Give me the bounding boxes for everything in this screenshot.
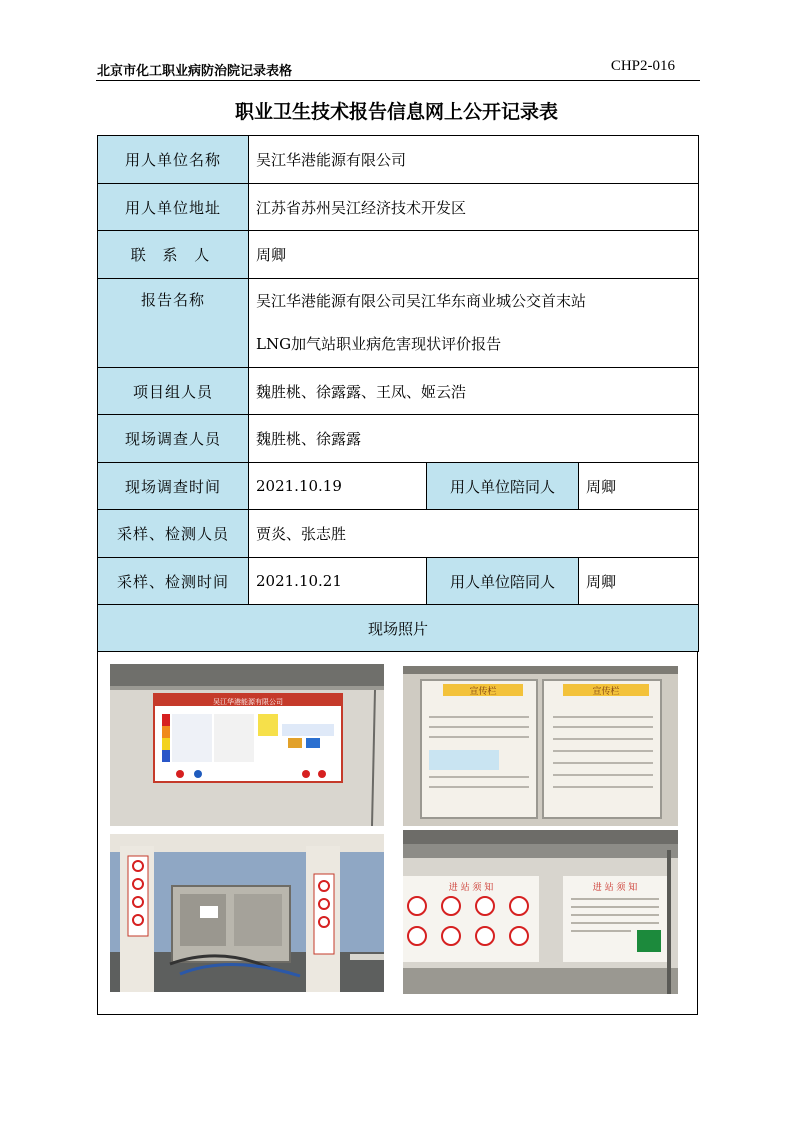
photo2-sign-right: 宣传栏 (592, 687, 620, 697)
sampling-escort-value: 周卿 (579, 558, 699, 605)
photo1-sign-title: 吴江华港能源有限公司 (213, 698, 283, 706)
survey-time-value: 2021.10.19 (249, 463, 427, 510)
survey-staff-value: 魏胜桃、徐露露 (249, 415, 699, 463)
photos-area (97, 652, 698, 1015)
photo-bulletin-board (403, 666, 678, 826)
photos-section-label: 现场照片 (98, 605, 699, 652)
sampling-staff-value: 贾炎、张志胜 (249, 510, 699, 558)
page-title: 职业卫生技术报告信息网上公开记录表 (234, 101, 558, 123)
contact-value: 周卿 (249, 231, 699, 279)
unit-address-value: 江苏省苏州吴江经济技术开发区 (249, 184, 699, 231)
photo4-sign-left: 进 站 须 知 (448, 883, 494, 893)
record-table (97, 135, 699, 652)
form-code: CHP2-016 (610, 58, 675, 74)
survey-staff-label: 现场调查人员 (98, 415, 249, 463)
sampling-escort-label: 用人单位陪同人 (427, 558, 579, 605)
team-value: 魏胜桃、徐露露、王凤、姬云浩 (249, 368, 699, 415)
photo-hazard-notice-board (110, 664, 384, 826)
sampling-staff-label: 采样、检测人员 (98, 510, 249, 558)
survey-escort-label: 用人单位陪同人 (427, 463, 579, 510)
unit-name-value: 吴江华港能源有限公司 (249, 136, 699, 184)
photo4-sign-right: 进 站 须 知 (592, 883, 638, 893)
team-label: 项目组人员 (98, 368, 249, 415)
survey-escort-value: 周卿 (579, 463, 699, 510)
sampling-time-label: 采样、检测时间 (98, 558, 249, 605)
photo-lng-dispenser-station (110, 834, 384, 992)
unit-address-label: 用人单位地址 (98, 184, 249, 231)
sampling-time-value: 2021.10.21 (249, 558, 427, 605)
report-name-line-1: 吴江华港能源有限公司吴江华东商业城公交首末站 (256, 292, 587, 310)
form-org-header: 北京市化工职业病防治院记录表格 (97, 64, 293, 79)
survey-time-label: 现场调查时间 (98, 463, 249, 510)
report-name-label: 报告名称 (98, 279, 249, 368)
photo-entry-notice-board (403, 830, 678, 994)
report-name-line-2: LNG加气站职业病危害现状评价报告 (256, 335, 502, 353)
header-divider (96, 80, 700, 81)
report-name-value (249, 279, 699, 368)
unit-name-label: 用人单位名称 (98, 136, 249, 184)
contact-label: 联 系 人 (98, 231, 249, 279)
photo2-sign-left: 宣传栏 (469, 687, 497, 697)
